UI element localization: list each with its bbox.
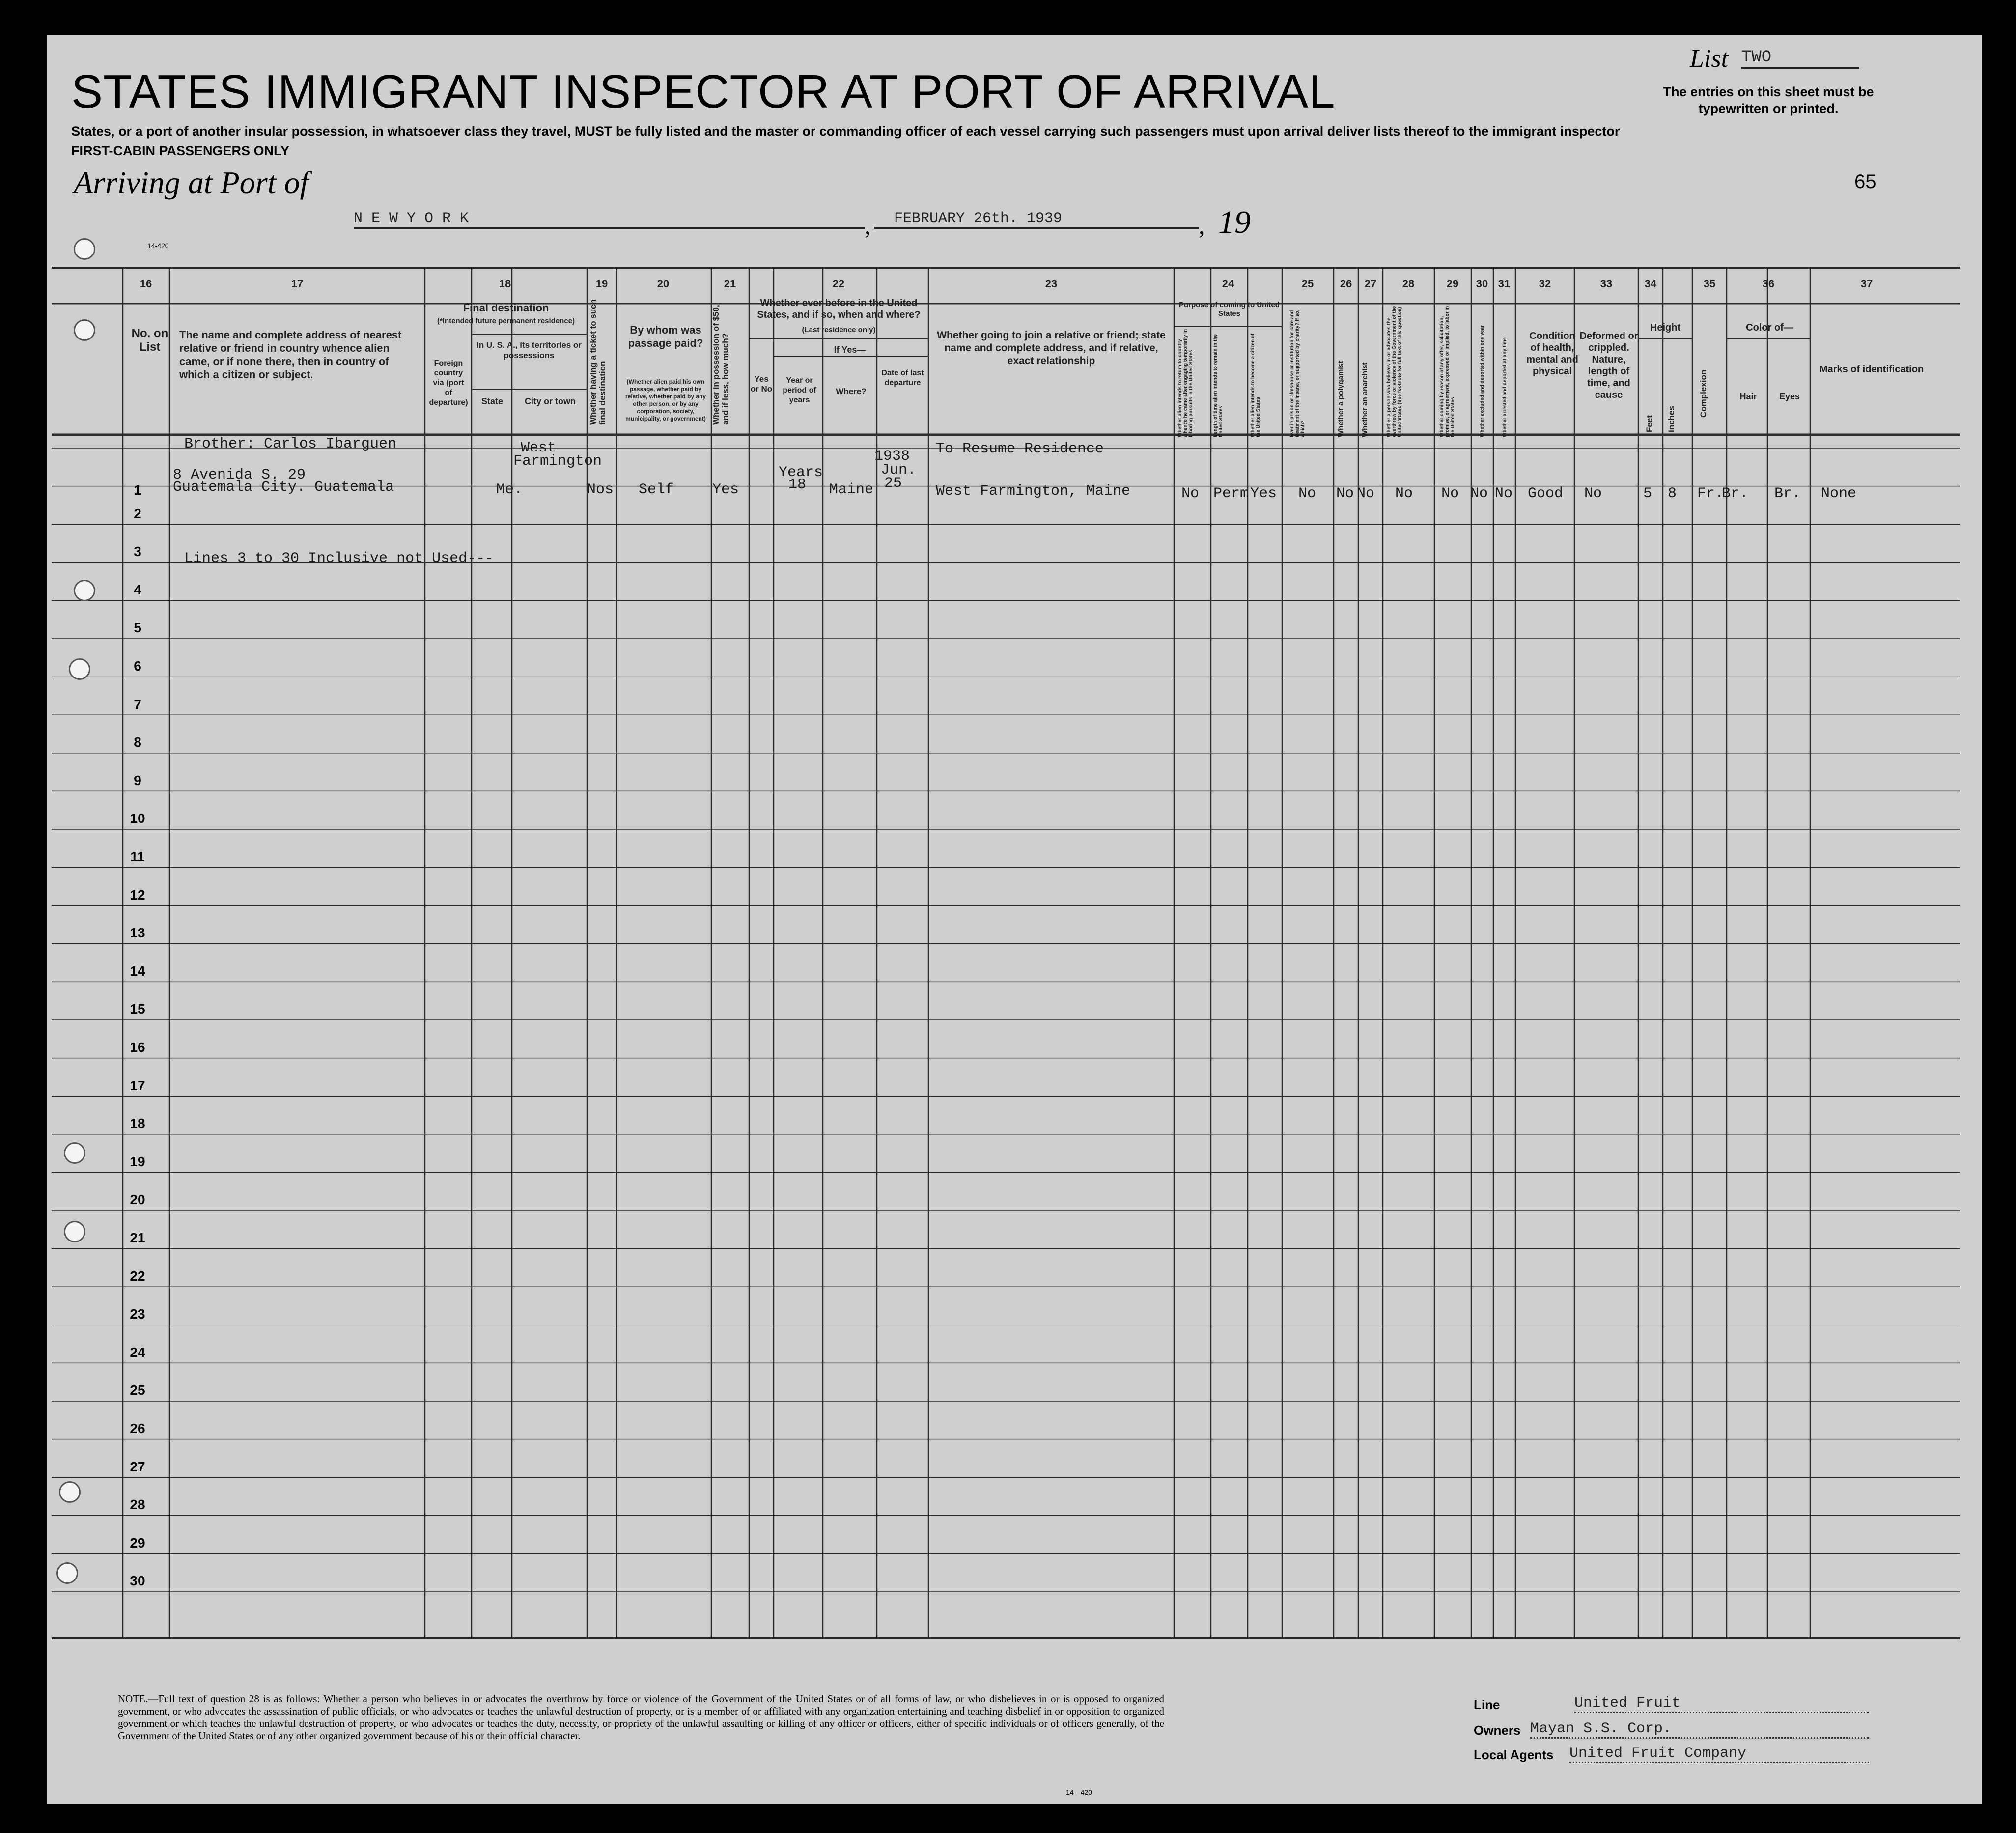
agents-value: United Fruit Company [1569, 1745, 1869, 1763]
row-number: 15 [130, 1001, 145, 1017]
column-number: 20 [657, 278, 670, 290]
join-purpose: To Resume Residence [936, 441, 1104, 457]
owners-label: Owners [1474, 1723, 1521, 1738]
deformed-value: No [1584, 485, 1602, 502]
column-number: 27 [1364, 278, 1377, 290]
row-number: 17 [130, 1077, 145, 1093]
height-inches: 8 [1668, 485, 1677, 502]
col26-header: Whether a polygamist [1337, 361, 1345, 437]
health-value: Good [1528, 485, 1564, 502]
col22-yesno: Yes or No [750, 374, 773, 394]
col36-title: Color of— [1746, 322, 1793, 333]
column-number: 30 [1476, 278, 1488, 290]
row-number: 21 [130, 1230, 145, 1245]
relative-city: Guatemala City. Guatemala [173, 479, 394, 496]
years-value: 18 [788, 477, 807, 493]
row-number: 27 [130, 1459, 145, 1474]
col17-header: The name and complete address of nearest relative or friend in country whence alien came, or if none there, then in country of which a citizen or subject. [179, 329, 402, 381]
agents-label: Local Agents [1474, 1748, 1554, 1762]
anarchist-value: No [1357, 485, 1375, 502]
col28-header: Whether a person who believes in or advocates the overthrow by force or violence of the Government of the United States (See footnote for full text of this question) [1386, 306, 1402, 437]
relative-name: Brother: Carlos Ibarguen [184, 436, 397, 452]
row-number: 20 [130, 1192, 145, 1208]
col36-hair: Hair [1739, 392, 1757, 401]
col22-where: Where? [836, 387, 867, 396]
citizen-value: Yes [1250, 485, 1277, 502]
col20-note: (Whether alien paid his own passage, whether paid by relative, whether paid by any other person, or by any corporation, society, municipality, or government) [625, 378, 706, 422]
prison-value: No [1298, 485, 1316, 502]
row-number: 11 [130, 849, 145, 864]
marks-value: None [1821, 485, 1857, 502]
col30-header: Whether excluded and deported within one year [1480, 325, 1485, 437]
col34-title: Height [1650, 322, 1681, 333]
column-number: 31 [1498, 278, 1511, 290]
destination-city-2: Farmington [513, 453, 602, 470]
col24c-header: Whether alien intends to become a citizen of the United States [1250, 333, 1261, 437]
column-number: 33 [1600, 278, 1613, 290]
page-number: 65 [1854, 171, 1876, 193]
column-number: 37 [1860, 278, 1873, 290]
column-number: 16 [140, 278, 152, 290]
destination-state: Me. [496, 481, 523, 498]
list-label: List [1690, 45, 1729, 73]
comma: , [1199, 212, 1205, 239]
col22-note: (Last residence only) [802, 326, 876, 334]
column-number: 23 [1045, 278, 1058, 290]
row-number: 29 [130, 1535, 145, 1551]
col34-inches: Inches [1667, 406, 1676, 432]
departure-year: 1938 [874, 448, 910, 465]
join-address: West Farmington, Maine [936, 483, 1131, 500]
col16-header: No. on List [131, 327, 168, 354]
punch-hole [64, 1221, 85, 1242]
column-number: 25 [1301, 278, 1314, 290]
col31-header: Whether arrested and deported at any time [1502, 337, 1508, 437]
unused-lines-note: Lines 3 to 30 Inclusive not Used--- [184, 550, 494, 567]
column-number: 21 [724, 278, 736, 290]
instructions-text: States, or a port of another insular possession, in whatsoever class they travel, MUST be fully listed and the master or commanding officer of each vessel carrying such passengers must upon arrival deliver lists thereof to the immigrant inspector [71, 124, 1620, 139]
footnote: NOTE.—Full text of question 28 is as follows: Whether a person who believes in or advocates the overthrow by force or violence of the Government of the United States or of all forms of law, or who disbelieves in or is opposed to organized government, or who advocates the assassination of public officials, or who advocates or teaches the unlawful destruction of property, or is a member of or affiliated with any organization entertaining and teaching disbelief in or opposition to organized government or which teaches the unlawful destruction of property, or who advocates or teaches the duty, necessity, or propriety of the unlawful assaulting or killing of any officer or officers, either of specific individuals or of officers generally, of the Government of the United States or of any other organized government because of his or their official character. [118, 1693, 1164, 1742]
col33-header: Deformed or crippled. Nature, length of time, and cause [1579, 331, 1638, 400]
list-value: TWO [1741, 48, 1859, 69]
relative-address: 8 Avenida S. 29 [173, 467, 306, 483]
passage-value: Self [639, 481, 674, 498]
line-label: Line [1474, 1697, 1500, 1712]
labor-value: No [1441, 485, 1459, 502]
col20-title: By whom was passage paid? [628, 324, 703, 349]
row-number: 18 [130, 1116, 145, 1131]
punch-hole [69, 658, 90, 680]
col24-title: Purpose of coming to United States [1179, 301, 1280, 318]
form-code: 14-420 [147, 242, 169, 250]
departure-month: Jun. [881, 462, 917, 479]
col24a-header: Whether alien intends to return to country whence he came after engaging temporarily in laboring pursuits in the United States [1177, 329, 1194, 437]
complexion-value: Fr. [1697, 485, 1724, 502]
where-value: Maine [829, 481, 874, 498]
row-number: 26 [130, 1421, 145, 1436]
col29-header: Whether coming by reason of any offer, solicitation, promise, or agreement, expressed or implied, to labor in the United States [1439, 306, 1456, 437]
punch-hole [74, 319, 95, 341]
height-feet: 5 [1643, 485, 1652, 502]
passenger-class: FIRST-CABIN PASSENGERS ONLY [71, 143, 290, 158]
page-title: STATES IMMIGRANT INSPECTOR AT PORT OF ARRIVAL [71, 65, 1336, 118]
col23-header: Whether going to join a relative or friend; state name and complete address, and if relative, exact relationship [937, 330, 1166, 367]
row-number: 8 [134, 734, 141, 750]
departure-day: 25 [884, 475, 902, 492]
row-number: 22 [130, 1268, 145, 1284]
column-number: 18 [499, 278, 511, 290]
arriving-label: Arriving at Port of [74, 165, 309, 200]
row-number: 3 [134, 544, 141, 560]
col18-foreign: Foreign country via (port of departure) [429, 359, 468, 407]
col36-eyes: Eyes [1779, 392, 1800, 401]
row-number: 9 [134, 772, 141, 788]
excluded-value: No [1470, 485, 1488, 502]
column-number: 29 [1446, 278, 1459, 290]
date-field: FEBRUARY 26th. 1939 [874, 210, 1199, 229]
col27-header: Whether an anarchist [1361, 362, 1369, 437]
comma: , [865, 212, 871, 239]
row-number: 4 [134, 582, 141, 597]
row-number: 12 [130, 887, 145, 902]
col32-header: Condition of health, mental and physical [1526, 331, 1578, 377]
row-number: 10 [130, 811, 145, 826]
row-number: 1 [134, 482, 141, 498]
return-value: No [1181, 485, 1200, 502]
column-number: 34 [1644, 278, 1657, 290]
row-number: 25 [130, 1382, 145, 1398]
length-value: Perm [1213, 485, 1249, 502]
row-number: 24 [130, 1344, 145, 1360]
col34-feet: Feet [1645, 415, 1654, 432]
col22-date: Date of last departure [881, 369, 924, 387]
eyes-value: Br. [1774, 485, 1801, 502]
row-number: 16 [130, 1040, 145, 1055]
money-value: Yes [712, 481, 739, 498]
row-number: 7 [134, 696, 141, 712]
punch-hole [59, 1481, 81, 1503]
column-number: 22 [832, 278, 845, 290]
arrested-value: No [1495, 485, 1513, 502]
column-number: 24 [1222, 278, 1234, 290]
column-number: 26 [1340, 278, 1352, 290]
col18-title: Final destination [463, 302, 549, 314]
col18-usa: In U. S. A., its territories or possessions [476, 340, 582, 360]
year-prefix: 19 [1218, 204, 1251, 240]
col37-header: Marks of identification [1819, 364, 1924, 375]
col19-header: Whether having a ticket to such final destination [588, 299, 607, 425]
row-number: 14 [130, 963, 145, 979]
hair-value: Br. [1722, 485, 1749, 502]
col18-state: State [481, 396, 503, 406]
ticket-value: Nos [587, 481, 614, 498]
col21-header: Whether in possession of $50, and if less, how much? [711, 305, 730, 425]
row-number: 19 [130, 1154, 145, 1169]
punch-hole [74, 580, 95, 601]
polygamist-value: No [1336, 485, 1354, 502]
overthrow-value: No [1395, 485, 1413, 502]
column-number: 36 [1762, 278, 1775, 290]
row-number: 5 [134, 620, 141, 636]
row-number: 28 [130, 1497, 145, 1513]
footnote-code: 14—420 [1066, 1788, 1092, 1796]
port-field: N E W Y O R K [354, 210, 865, 229]
row-number: 2 [134, 506, 141, 521]
row-number: 6 [134, 658, 141, 674]
col22-title: Whether ever before in the United States, and if so, when and where? [757, 298, 921, 320]
line-value: United Fruit [1574, 1695, 1869, 1713]
row-number: 23 [130, 1306, 145, 1322]
column-number: 32 [1539, 278, 1551, 290]
row-number: 13 [130, 925, 145, 941]
col18-note: (*Intended future permanent residence) [437, 317, 575, 325]
col22-years: Year or period of years [783, 376, 816, 404]
col24b-header: Length of time alien intends to remain in the United States [1213, 334, 1224, 437]
column-number: 35 [1703, 278, 1716, 290]
punch-hole [56, 1562, 78, 1584]
col35-header: Complexion [1699, 369, 1708, 418]
col25-header: Ever in prison or almshouse or institution for care and treatment of the insane, or supported by charity? If so, which? [1289, 310, 1306, 437]
col18-city: City or town [525, 396, 576, 406]
years-label: Years [779, 464, 823, 481]
owners-value: Mayan S.S. Corp. [1530, 1720, 1869, 1739]
punch-hole [74, 238, 95, 260]
row-number: 30 [130, 1573, 145, 1589]
punch-hole [64, 1142, 85, 1164]
column-number: 28 [1402, 278, 1415, 290]
destination-city-1: West [521, 440, 557, 456]
column-number: 17 [291, 278, 304, 290]
typewritten-note: The entries on this sheet must be typewritten or printed. [1663, 85, 1874, 116]
col22-ifyes: If Yes— [834, 345, 866, 355]
column-number: 19 [595, 278, 608, 290]
